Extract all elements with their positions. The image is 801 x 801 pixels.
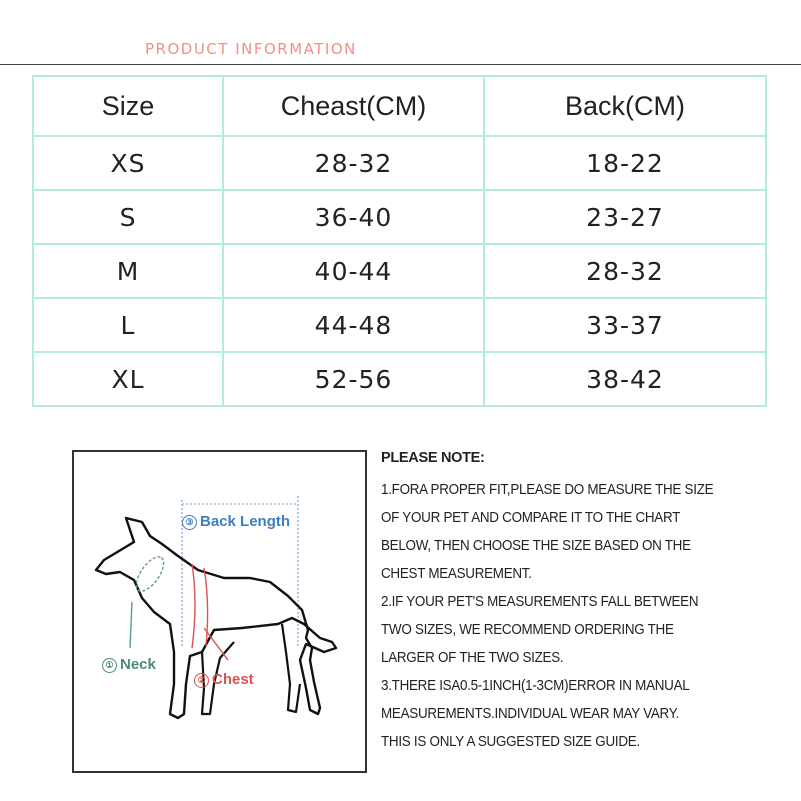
cell-back: 28-32 [484, 244, 766, 298]
table-row [33, 352, 766, 406]
back-length-text: Back Length [200, 513, 291, 530]
column-header-back: Back(CM) [484, 76, 766, 136]
table-row [33, 298, 766, 352]
table-row [33, 136, 766, 190]
note-line: BELOW, THEN CHOOSE THE SIZE BASED ON THE [381, 538, 691, 554]
table-row [33, 190, 766, 244]
cell-chest: 28-32 [223, 136, 484, 190]
step-1-badge: ① [102, 658, 117, 673]
sizing-notes [381, 450, 791, 756]
cell-size: M [33, 244, 223, 298]
back-length-label [182, 513, 290, 530]
note-line: LARGER OF THE TWO SIZES. [381, 650, 564, 666]
note-line: MEASUREMENTS.INDIVIDUAL WEAR MAY VARY. [381, 706, 680, 722]
chest-text: Chest [212, 671, 254, 688]
step-2-badge: ② [194, 673, 209, 688]
measurement-diagram [72, 450, 367, 773]
note-line: TWO SIZES, WE RECOMMEND ORDERING THE [381, 622, 674, 638]
cell-back: 18-22 [484, 136, 766, 190]
cell-chest: 44-48 [223, 298, 484, 352]
table-header-row [33, 76, 766, 136]
cell-size: XL [33, 352, 223, 406]
column-header-chest: Cheast(CM) [223, 76, 484, 136]
note-line: 3.THERE ISA0.5-1INCH(1-3CM)ERROR IN MANUAL [381, 678, 690, 694]
note-line: CHEST MEASUREMENT. [381, 566, 532, 582]
neck-label [102, 656, 156, 673]
cell-chest: 52-56 [223, 352, 484, 406]
step-3-badge: ③ [182, 515, 197, 530]
cell-chest: 36-40 [223, 190, 484, 244]
cell-size: S [33, 190, 223, 244]
dog-silhouette-illustration [74, 452, 369, 775]
note-line: 1.FORA PROPER FIT,PLEASE DO MEASURE THE SIZE [381, 482, 714, 498]
cell-size: XS [33, 136, 223, 190]
neck-text: Neck [120, 656, 156, 673]
page-title: PRODUCT INFORMATION [145, 40, 357, 58]
header-divider [0, 64, 801, 65]
notes-heading: PLEASE NOTE: [381, 450, 485, 466]
size-chart-table [32, 75, 767, 407]
cell-size: L [33, 298, 223, 352]
cell-back: 23-27 [484, 190, 766, 244]
note-line: THIS IS ONLY A SUGGESTED SIZE GUIDE. [381, 734, 640, 750]
note-line: 2.IF YOUR PET'S MEASUREMENTS FALL BETWEEN [381, 594, 699, 610]
column-header-size: Size [33, 76, 223, 136]
cell-chest: 40-44 [223, 244, 484, 298]
cell-back: 38-42 [484, 352, 766, 406]
chest-label [194, 671, 254, 688]
cell-back: 33-37 [484, 298, 766, 352]
table-row [33, 244, 766, 298]
note-line: OF YOUR PET AND COMPARE IT TO THE CHART [381, 510, 681, 526]
